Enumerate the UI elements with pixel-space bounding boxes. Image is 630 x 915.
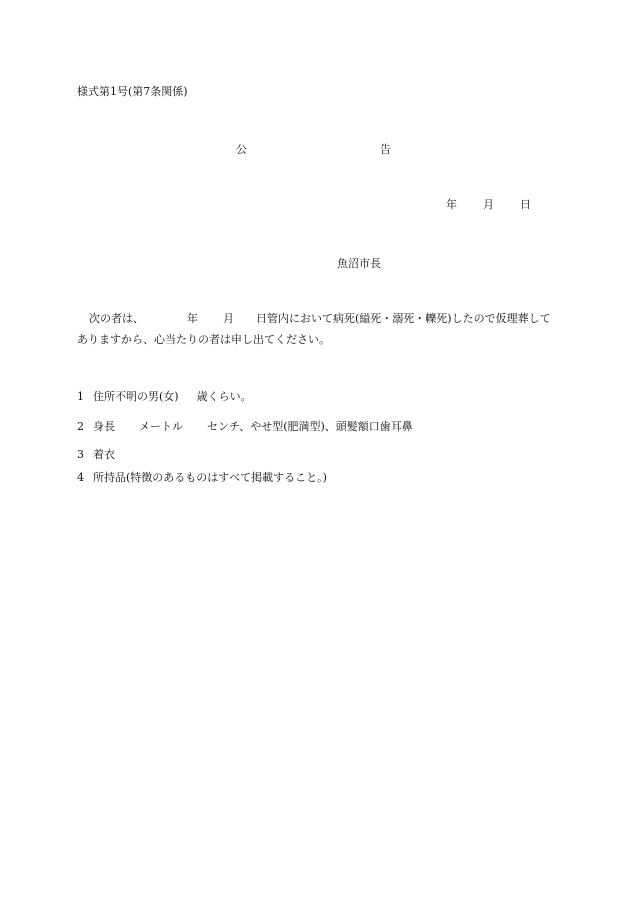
date-line [446, 197, 531, 213]
form-number: 様式第1号(第7条関係) [77, 85, 188, 98]
list-item [77, 419, 413, 435]
item-number: 1 [77, 390, 84, 403]
signer: 魚沼市長 [337, 257, 381, 270]
item-text: 所持品(特徴のあるものはすべて掲載すること。) [93, 471, 327, 484]
item-text: メートル [139, 420, 183, 433]
title-char-notice: 告 [380, 143, 391, 156]
item-text: センチ、やせ型(肥満型)、頭髪額口歯耳鼻 [207, 420, 413, 433]
item-text: 着衣 [93, 448, 115, 461]
list-item [77, 470, 327, 486]
item-number: 2 [77, 420, 84, 433]
notice-part2: 日管内において病死(縊死・溺死・轢死)したので仮理葬してありますから、心当たりの者は申し出てください。 [77, 312, 551, 346]
notice-month: 月 [223, 312, 234, 325]
date-month: 月 [483, 198, 494, 211]
item-number: 3 [77, 448, 84, 461]
title-char-public: 公 [236, 143, 247, 156]
date-day: 日 [520, 198, 531, 211]
list-item [77, 389, 252, 405]
item-text: 住所不明の男(女) [93, 390, 179, 403]
list-item [77, 447, 115, 463]
notice-part1: 次の者は、 [89, 312, 144, 325]
date-year: 年 [446, 198, 457, 211]
item-text: 歳くらい。 [196, 390, 252, 403]
item-number: 4 [77, 471, 84, 484]
item-text: 身長 [93, 420, 115, 433]
notice-paragraph [77, 308, 557, 350]
notice-year: 年 [187, 312, 198, 325]
